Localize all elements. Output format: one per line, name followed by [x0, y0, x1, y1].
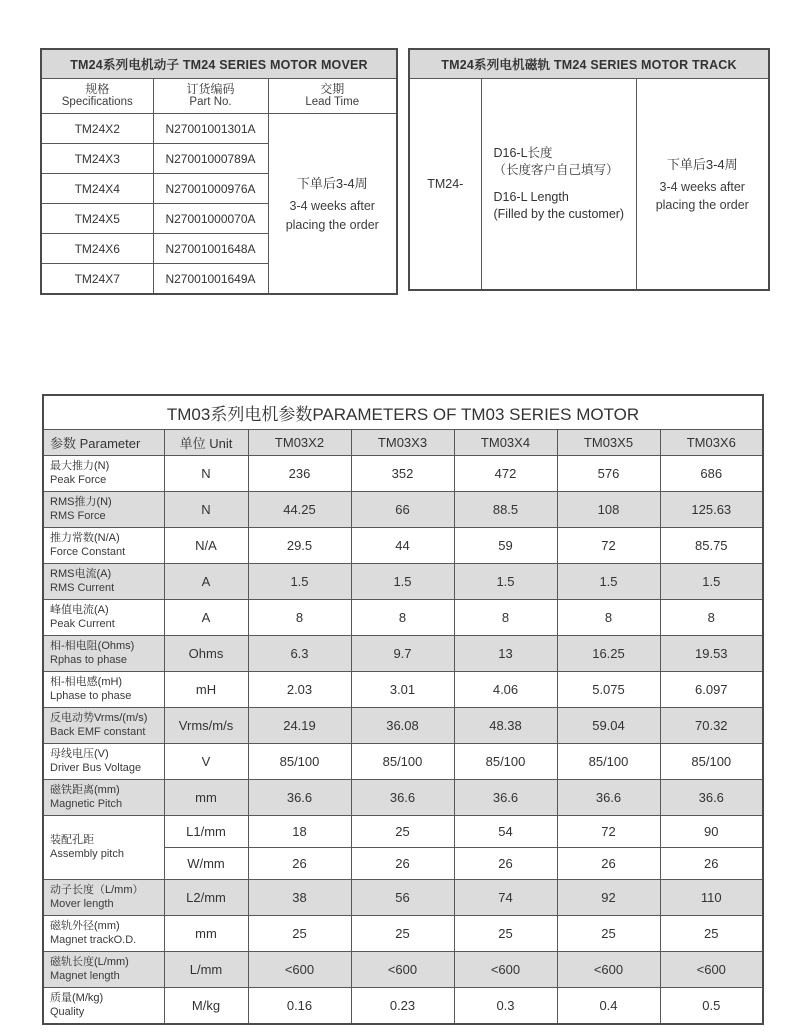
spec-cell: TM24X4 — [41, 174, 153, 204]
params-header-model-tm03x3: TM03X3 — [351, 430, 454, 456]
value-cell: 236 — [248, 456, 351, 492]
params-table-row — [43, 528, 763, 564]
value-cell: 686 — [660, 456, 763, 492]
params-header-unit: 单位 Unit — [164, 430, 248, 456]
mover-lead-time-cell — [268, 114, 397, 295]
unit-cell: Vrms/m/s — [164, 708, 248, 744]
value-cell: 108 — [557, 492, 660, 528]
param-label-en: Quality — [50, 1005, 85, 1018]
value-cell: <600 — [557, 952, 660, 988]
mover-lead-time-en-2: placing the order — [285, 217, 379, 232]
param-label-en: Back EMF constant — [50, 725, 146, 738]
value-cell: <600 — [660, 952, 763, 988]
params-table-row — [43, 492, 763, 528]
spec-header-en: Specifications — [61, 96, 133, 109]
param-label-zh: 质量(M/kg) — [50, 992, 104, 1005]
value-cell: 1.5 — [557, 564, 660, 600]
params-table-row — [43, 672, 763, 708]
value-cell: 29.5 — [248, 528, 351, 564]
value-cell: 56 — [351, 880, 454, 916]
value-cell: 26 — [660, 848, 763, 880]
params-table-row — [43, 780, 763, 816]
param-label-en: Assembly pitch — [50, 847, 124, 860]
mover-lead-time-en-1: 3-4 weeks after — [289, 199, 375, 214]
param-label-en: Magnet length — [50, 969, 120, 982]
value-cell: 24.19 — [248, 708, 351, 744]
unit-cell: N/A — [164, 528, 248, 564]
param-label-cell — [43, 456, 164, 492]
leadtime-header-zh: 交期 — [320, 81, 345, 96]
params-header-model-tm03x6: TM03X6 — [660, 430, 763, 456]
params-table-row — [43, 708, 763, 744]
unit-cell: L/mm — [164, 952, 248, 988]
track-lead-time-cell — [636, 79, 769, 291]
param-label-cell — [43, 492, 164, 528]
param-label-cell — [43, 988, 164, 1025]
value-cell: 8 — [248, 600, 351, 636]
part-no-cell: N27001001648A — [153, 234, 268, 264]
value-cell: 1.5 — [660, 564, 763, 600]
params-header-model-tm03x5: TM03X5 — [557, 430, 660, 456]
value-cell: 0.23 — [351, 988, 454, 1025]
value-cell: 6.097 — [660, 672, 763, 708]
value-cell: 59.04 — [557, 708, 660, 744]
part-no-cell: N27001000976A — [153, 174, 268, 204]
partno-header-zh: 订货编码 — [186, 81, 235, 96]
unit-cell: mm — [164, 916, 248, 952]
spec-cell: TM24X3 — [41, 144, 153, 174]
value-cell: 25 — [557, 916, 660, 952]
param-label-cell — [43, 880, 164, 916]
params-table — [42, 394, 764, 1025]
unit-cell: L2/mm — [164, 880, 248, 916]
params-table-title: TM03系列电机参数PARAMETERS OF TM03 SERIES MOTOR — [43, 395, 763, 430]
param-label-en: Rphas to phase — [50, 653, 128, 666]
mover-table-title-row — [41, 49, 397, 79]
value-cell: 352 — [351, 456, 454, 492]
part-no-cell: N27001001301A — [153, 114, 268, 144]
param-label-zh: 峰值电流(A) — [50, 604, 109, 617]
mover-lead-time-zh: 下单后3-4周 — [296, 176, 368, 192]
param-label-cell — [43, 528, 164, 564]
param-label-zh: RMS推力(N) — [50, 496, 112, 509]
value-cell: 85/100 — [351, 744, 454, 780]
track-model-prefix: TM24- — [409, 79, 481, 291]
track-table — [408, 48, 770, 291]
params-table-row — [43, 636, 763, 672]
value-cell: 66 — [351, 492, 454, 528]
value-cell: 36.6 — [454, 780, 557, 816]
param-label-zh: 磁轨长度(L/mm) — [50, 956, 129, 969]
param-label-en: Mover length — [50, 897, 114, 910]
value-cell: 8 — [660, 600, 763, 636]
mover-col-spec-header — [41, 79, 153, 114]
mover-table-title: TM24系列电机动子 TM24 SERIES MOTOR MOVER — [41, 49, 397, 79]
value-cell: 54 — [454, 816, 557, 848]
param-label-zh: 推力常数(N/A) — [50, 532, 120, 545]
value-cell: 13 — [454, 636, 557, 672]
value-cell: <600 — [248, 952, 351, 988]
partno-header-en: Part No. — [189, 96, 232, 109]
value-cell: 85.75 — [660, 528, 763, 564]
value-cell: 44 — [351, 528, 454, 564]
param-label-cell — [43, 744, 164, 780]
params-table-row — [43, 600, 763, 636]
track-length-zh-2: （长度客户自己填写） — [493, 163, 619, 178]
value-cell: 0.16 — [248, 988, 351, 1025]
unit-cell: V — [164, 744, 248, 780]
value-cell: 38 — [248, 880, 351, 916]
track-lead-time-en-2: placing the order — [655, 198, 749, 212]
value-cell: 90 — [660, 816, 763, 848]
param-label-zh: 装配孔距 — [50, 834, 94, 847]
value-cell: 85/100 — [248, 744, 351, 780]
param-label-cell — [43, 708, 164, 744]
mover-table-header-row — [41, 79, 397, 114]
params-table-row — [43, 816, 763, 848]
params-header-model-tm03x2: TM03X2 — [248, 430, 351, 456]
value-cell: 26 — [351, 848, 454, 880]
value-cell: 576 — [557, 456, 660, 492]
part-no-cell: N27001000070A — [153, 204, 268, 234]
value-cell: 9.7 — [351, 636, 454, 672]
value-cell: 6.3 — [248, 636, 351, 672]
spacer — [494, 179, 636, 189]
param-label-zh: 母线电压(V) — [50, 748, 109, 761]
value-cell: 74 — [454, 880, 557, 916]
spec-cell: TM24X6 — [41, 234, 153, 264]
value-cell: 0.4 — [557, 988, 660, 1025]
param-label-zh: 最大推力(N) — [50, 460, 110, 473]
value-cell: <600 — [351, 952, 454, 988]
track-length-zh-1: D16-L长度 — [493, 146, 553, 161]
value-cell: 36.6 — [660, 780, 763, 816]
params-table-row — [43, 456, 763, 492]
unit-cell: W/mm — [164, 848, 248, 880]
param-label-cell — [43, 916, 164, 952]
params-table-row — [43, 952, 763, 988]
value-cell: 18 — [248, 816, 351, 848]
value-cell: 26 — [557, 848, 660, 880]
param-label-zh: 磁轨外径(mm) — [50, 920, 120, 933]
unit-cell: mH — [164, 672, 248, 708]
value-cell: 2.03 — [248, 672, 351, 708]
value-cell: 25 — [351, 916, 454, 952]
param-label-cell — [43, 636, 164, 672]
param-label-zh: 相-相电感(mH) — [50, 676, 123, 689]
unit-cell: N — [164, 492, 248, 528]
params-table-header-row — [43, 430, 763, 456]
value-cell: 0.5 — [660, 988, 763, 1025]
value-cell: 48.38 — [454, 708, 557, 744]
track-lead-time-en-1: 3-4 weeks after — [659, 179, 745, 194]
value-cell: 4.06 — [454, 672, 557, 708]
part-no-cell: N27001000789A — [153, 144, 268, 174]
mover-table — [40, 48, 398, 295]
value-cell: 36.6 — [351, 780, 454, 816]
value-cell: 1.5 — [351, 564, 454, 600]
param-label-zh: 磁铁距离(mm) — [50, 784, 120, 797]
param-label-en: RMS Current — [50, 581, 115, 594]
param-label-zh: RMS电流(A) — [50, 568, 112, 581]
param-label-en: Peak Force — [50, 473, 107, 486]
value-cell: 59 — [454, 528, 557, 564]
track-table-title: TM24系列电机磁轨 TM24 SERIES MOTOR TRACK — [409, 49, 769, 79]
params-table-row — [43, 988, 763, 1025]
spec-cell: TM24X5 — [41, 204, 153, 234]
value-cell: 36.6 — [557, 780, 660, 816]
value-cell: 5.075 — [557, 672, 660, 708]
value-cell: 85/100 — [660, 744, 763, 780]
track-lead-time-zh: 下单后3-4周 — [666, 156, 738, 172]
params-table-row — [43, 880, 763, 916]
param-label-en: Magnet trackO.D. — [50, 933, 137, 946]
value-cell: 1.5 — [248, 564, 351, 600]
spec-cell: TM24X2 — [41, 114, 153, 144]
track-length-en-1: D16-L Length — [493, 190, 569, 204]
value-cell: 26 — [454, 848, 557, 880]
mover-col-partno-header — [153, 79, 268, 114]
value-cell: 8 — [557, 600, 660, 636]
value-cell: 72 — [557, 528, 660, 564]
unit-cell: L1/mm — [164, 816, 248, 848]
param-label-en: Driver Bus Voltage — [50, 761, 142, 774]
params-header-parameter: 参数 Parameter — [43, 430, 164, 456]
value-cell: 36.08 — [351, 708, 454, 744]
value-cell: 25 — [248, 916, 351, 952]
param-label-cell — [43, 780, 164, 816]
params-table-row — [43, 916, 763, 952]
param-label-zh: 反电动势Vrms/(m/s) — [50, 712, 148, 725]
param-label-cell — [43, 816, 164, 880]
value-cell: 125.63 — [660, 492, 763, 528]
track-length-en-2: (Filled by the customer) — [493, 206, 625, 221]
leadtime-header-en: Lead Time — [305, 96, 360, 109]
value-cell: 25 — [454, 916, 557, 952]
unit-cell: A — [164, 600, 248, 636]
unit-cell: A — [164, 564, 248, 600]
unit-cell: M/kg — [164, 988, 248, 1025]
value-cell: 19.53 — [660, 636, 763, 672]
value-cell: <600 — [454, 952, 557, 988]
params-table-row — [43, 744, 763, 780]
mover-table-row — [41, 114, 397, 144]
param-label-zh: 相-相电阻(Ohms) — [50, 640, 135, 653]
param-label-cell — [43, 600, 164, 636]
param-label-en: Force Constant — [50, 545, 126, 558]
param-label-en: Magnetic Pitch — [50, 797, 123, 810]
mover-col-leadtime-header — [268, 79, 397, 114]
value-cell: 70.32 — [660, 708, 763, 744]
value-cell: 85/100 — [454, 744, 557, 780]
value-cell: 8 — [454, 600, 557, 636]
value-cell: 8 — [351, 600, 454, 636]
param-label-cell — [43, 672, 164, 708]
unit-cell: mm — [164, 780, 248, 816]
value-cell: 44.25 — [248, 492, 351, 528]
value-cell: 25 — [351, 816, 454, 848]
value-cell: 85/100 — [557, 744, 660, 780]
param-label-en: RMS Force — [50, 509, 106, 522]
track-table-body-row — [409, 79, 769, 291]
params-table-row — [43, 564, 763, 600]
value-cell: 88.5 — [454, 492, 557, 528]
param-label-zh: 动子长度（L/mm） — [50, 884, 144, 897]
value-cell: 3.01 — [351, 672, 454, 708]
part-no-cell: N27001001649A — [153, 264, 268, 295]
unit-cell: N — [164, 456, 248, 492]
value-cell: 16.25 — [557, 636, 660, 672]
params-header-model-tm03x4: TM03X4 — [454, 430, 557, 456]
value-cell: 110 — [660, 880, 763, 916]
value-cell: 36.6 — [248, 780, 351, 816]
value-cell: 25 — [660, 916, 763, 952]
value-cell: 26 — [248, 848, 351, 880]
value-cell: 0.3 — [454, 988, 557, 1025]
param-label-cell — [43, 564, 164, 600]
spec-cell: TM24X7 — [41, 264, 153, 295]
value-cell: 1.5 — [454, 564, 557, 600]
track-length-spec — [481, 79, 636, 291]
track-table-title-row — [409, 49, 769, 79]
value-cell: 92 — [557, 880, 660, 916]
param-label-en: Peak Current — [50, 617, 115, 630]
params-table-title-row — [43, 395, 763, 430]
param-label-en: Lphase to phase — [50, 689, 132, 702]
unit-cell: Ohms — [164, 636, 248, 672]
value-cell: 72 — [557, 816, 660, 848]
value-cell: 472 — [454, 456, 557, 492]
param-label-cell — [43, 952, 164, 988]
spec-header-zh: 规格 — [85, 81, 110, 96]
